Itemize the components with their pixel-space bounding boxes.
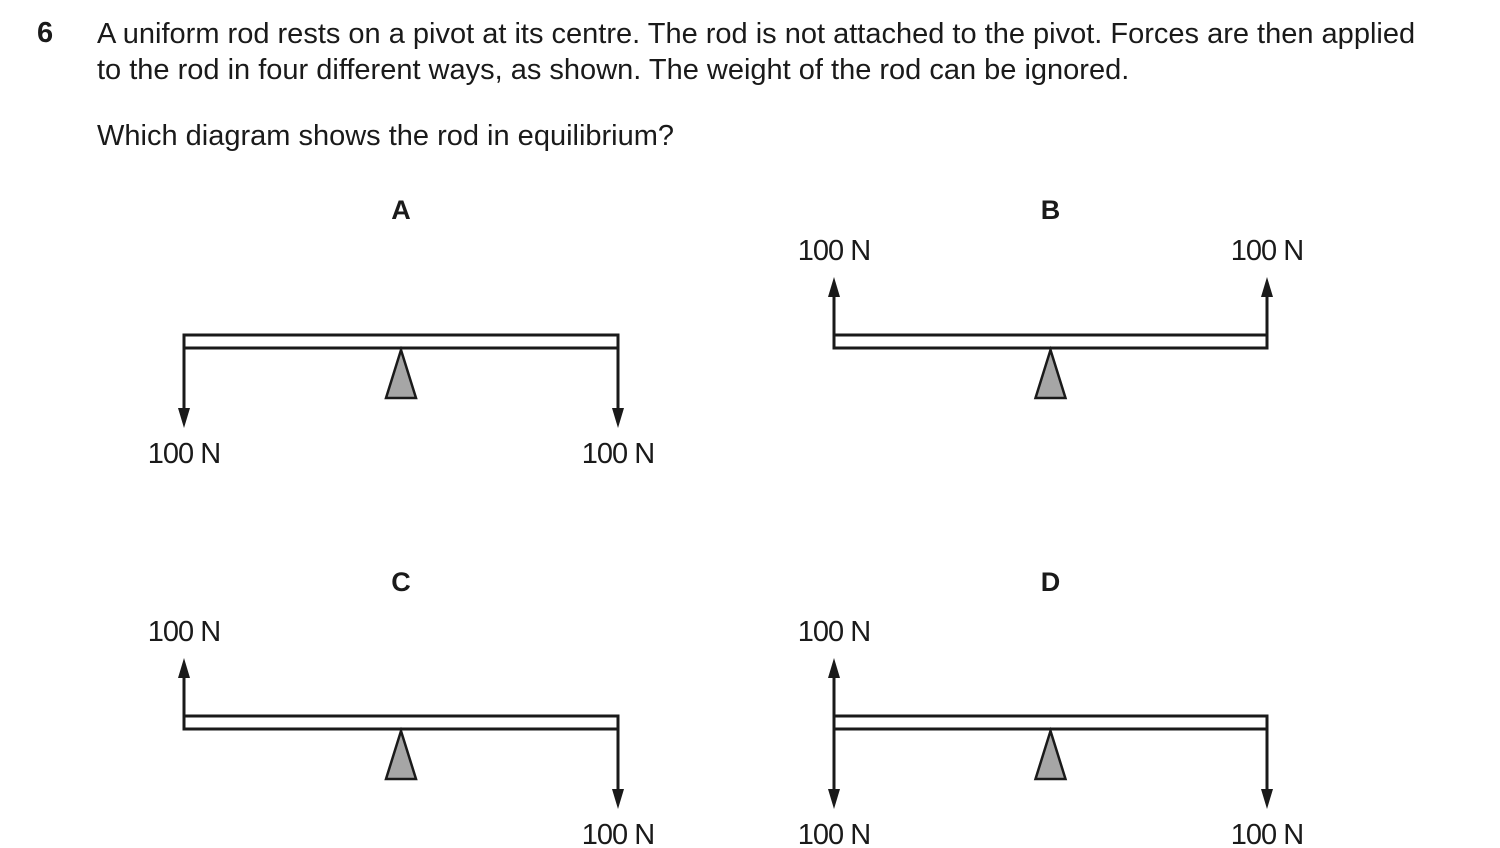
force-d-left-down-arrowhead: [828, 789, 840, 809]
diagram-d: [798, 567, 1303, 848]
pivot-a: [386, 350, 416, 398]
diagram-a: [148, 195, 654, 470]
question-number: 6: [37, 17, 54, 49]
pivot-c: [386, 731, 416, 779]
force-b-left-up-arrowhead: [828, 277, 840, 297]
force-d-right-down-arrowhead: [1261, 789, 1273, 809]
force-a-right-down-label: 100 N: [581, 438, 655, 470]
force-c-left-up-arrowhead: [178, 658, 190, 678]
pivot-b: [1036, 350, 1066, 398]
force-b-right-up-arrowhead: [1261, 277, 1273, 297]
force-d-left-down-label: 100 N: [797, 819, 871, 848]
question-stem: A uniform rod rests on a pivot at its centre. The rod is not attached to the pivot. Forces are then applied to the rod in four different ways, as shown. The weight of the rod can be ignored.: [97, 18, 1416, 86]
diagram-b: [798, 195, 1303, 398]
force-b-left-up-label: 100 N: [797, 235, 871, 267]
force-a-left-down-arrowhead: [178, 408, 190, 428]
option-letter-c: C: [391, 567, 411, 597]
option-letter-a: A: [391, 195, 411, 225]
force-c-right-down-label: 100 N: [581, 819, 655, 848]
force-c-left-up-label: 100 N: [147, 616, 221, 648]
force-a-left-down-label: 100 N: [147, 438, 221, 470]
question-prompt: Which diagram shows the rod in equilibrium?: [97, 120, 675, 152]
force-c-right-down-arrowhead: [612, 789, 624, 809]
diagram-c: [148, 567, 654, 848]
force-d-left-up-label: 100 N: [797, 616, 871, 648]
force-d-left-up-arrowhead: [828, 658, 840, 678]
option-letter-b: B: [1040, 195, 1061, 225]
force-a-right-down-arrowhead: [612, 408, 624, 428]
pivot-d: [1036, 731, 1066, 779]
force-d-right-down-label: 100 N: [1230, 819, 1304, 848]
option-letter-d: D: [1040, 567, 1061, 597]
force-b-right-up-label: 100 N: [1230, 235, 1304, 267]
